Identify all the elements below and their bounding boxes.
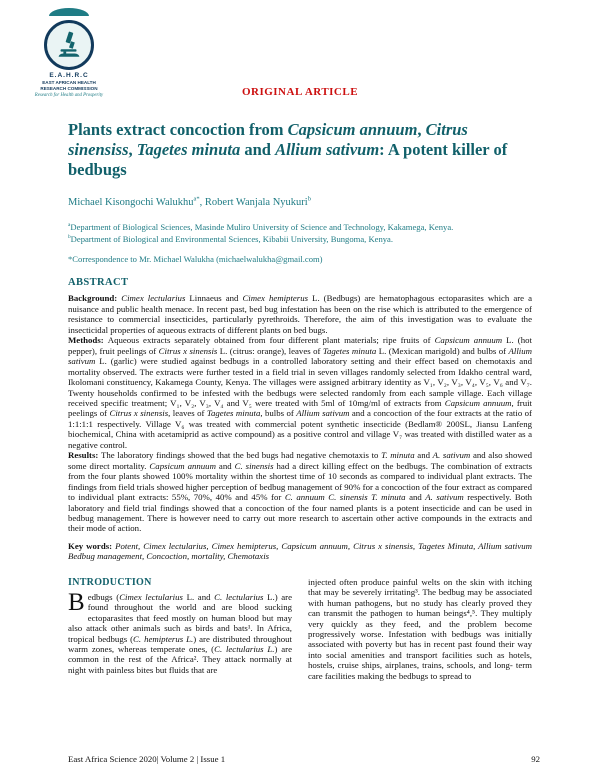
- logo-ribbon: [49, 8, 89, 16]
- affiliation-a: $^a$Department of Biological Sciences, Masinde Muliro University of Science and Technology, Kakamega, Kenya.: [68, 222, 454, 233]
- abstract-methods: Methods: Aqueous extracts separately obtained from four different plant materials; ripe fruits of Capsicum annuum L. (hot pepper), fruit peelings of Citrus x sinensis L. (citrus: orange), leaves of Tagetes minuta L. (Mexican marigold) and bulbs of Allium sativum L. (garlic) were studied against bedbugs in a controlled laboratory setting and their effect based on chemotaxis and mortality observed. The extracts were further tested in a field trial in seven villages randomly selected from Idakho central ward, Ikolomani constituency, Kakamega County, Kenya. The villages were assigned arbitrary identity as V₁, V₂, V₃, V₄, V₅, V₆ and V₇. Twenty households confirmed to be infested with the bedbugs were selected randomly from each sample village. Each village received specific treatment; V₁, V₂, V₃, V₄ and V₅ were treated with 5ml of 10mg/ml of extracts from Capsicum annuum, fruit peelings of Citrus x sinensis, leaves of Tagetes minuta, bulbs of Allium sativum and a concoction of the four extracts at the ratio of 1:1:1:1 respectively. Village V₆ was treated with commercial potent synthetic insecticide (Bedlam® 200SL, Jiansu Lanfeng biochemical, China with acetamiprid as active compound) as a positive control and village V₇ was treated with distilled water as a negative control.: [68, 335, 533, 450]
- intro-left-text: edbugs (Cimex lectularius L. and C. lectularius L.) are found throughout the world and are blood sucking ectoparasites that feed mostly on human blood but may also attack other animals such as birds and bats¹. In Africa, tropical bedbugs (C. hemipterus L.) are distributed throughout warm zones, whereas temperate ones, (C. lectularius L.) are common in the rest of the Africa². They attack normally at night with painless bites but fluids that are: [68, 591, 293, 675]
- journal-logo: [34, 8, 104, 98]
- logo-emblem: [44, 20, 94, 70]
- introduction-heading: INTRODUCTION: [68, 576, 152, 588]
- two-column-section: [68, 577, 532, 682]
- footer-citation: East Africa Science 2020| Volume 2 | Issue 1: [68, 754, 226, 764]
- intro-dropcap: B: [68, 588, 85, 616]
- keywords-line: Key words: Potent, Cimex lectularius, Cimex hemipterus, Capsicum annuum, Citrus x sinensis, Tagetes Minuta, Allium sativum Bedbug management, Concoction, mortality, Chemotaxis: [68, 540, 532, 562]
- right-column: [308, 577, 532, 682]
- article-type-label: ORIGINAL ARTICLE: [241, 86, 359, 98]
- affiliations-block: [68, 221, 532, 245]
- article-title: Plants extract concoction from Capsicum annuum, Citrus sinensiss, Tagetes minuta and Allium sativum: A potent killer of bedbugs: [68, 120, 508, 180]
- footer-page-number: 92: [531, 754, 540, 764]
- intro-left-paragraph: [68, 588, 293, 676]
- abstract-background: Background: Cimex lectularius Linnaeus and Cimex hemipterus L. (Bedbugs) are hematophagous ectoparasites which are a nuisance and public health menace. In recent past, bed bug infestation has been on the rise which is attributed to the emergence of resistance to commercial insecticides, particularly pyrethroids. Therefore, the aim of this investigation was to evaluate the insecticidal properties of aqueous extracts of different plants on bed bugs.: [68, 293, 533, 335]
- affiliation-b: $^b$Department of Biological and Environmental Sciences, Kibabii University, Bungoma, Kenya.: [68, 234, 394, 245]
- logo-tagline: Research for Health and Prosperity: [34, 93, 104, 99]
- abstract-results: Results: The laboratory findings showed that the bed bugs had negative chemotaxis to T. minuta and A. sativum and also showed some direct mortality. Capsicum annuum and C. sinensis had a direct killing effect on the bedbugs. The combination of extracts from the four plants showed 100% mortality within the shortest time of 10 seconds as compared to individual plant extracts. The findings from field trials showed higher perception of bedbug management of 90% for a concoction of the four extract as compared to individual plant extracts: 55%, 70%, 40% and 45% for C. annuum C. sinensis T. minuta and A. sativum respectively. Both laboratory and field trial findings showed that a concoction of the four named plants is a potent insecticide and can be used in bedbug management. There is however need to carry out more research to ascertain other active compounds in the extracts and their mode of action.: [68, 450, 533, 534]
- page-footer: [68, 754, 540, 764]
- correspondence-line: *Correspondence to Mr. Michael Walukha (michaelwalukha@gmail.com): [68, 254, 323, 265]
- authors-line: Michael Kisongochi Walukhu$^{a*}$, Robert Wanjala Nyukuri$^b$: [68, 195, 311, 209]
- microscope-icon: [54, 30, 84, 60]
- logo-name: EAST AFRICAN HEALTH RESEARCH COMMISSION: [40, 80, 98, 92]
- left-column: [68, 577, 292, 682]
- intro-right-text: injected often produce painful welts on the skin with itching that may be severely irritating³. The bedbug may be associated with human pathogens, but no study has clearly proved they can transmit the pathogen to human beings⁴,⁵. They multiply very quickly as they feed, and the problem become progressively worse. Infestation with bedbugs was initially associated with poverty but has in recent past found their way into social amenities and transport facilities such as hotels, hostels, cruise ships, airplanes, trains, schools, and long- term care facilities making the bedbugs to spread to: [308, 576, 532, 681]
- logo-acronym: E.A.H.R.C: [49, 72, 89, 79]
- abstract-heading: ABSTRACT: [68, 277, 129, 289]
- article-content: [0, 120, 600, 681]
